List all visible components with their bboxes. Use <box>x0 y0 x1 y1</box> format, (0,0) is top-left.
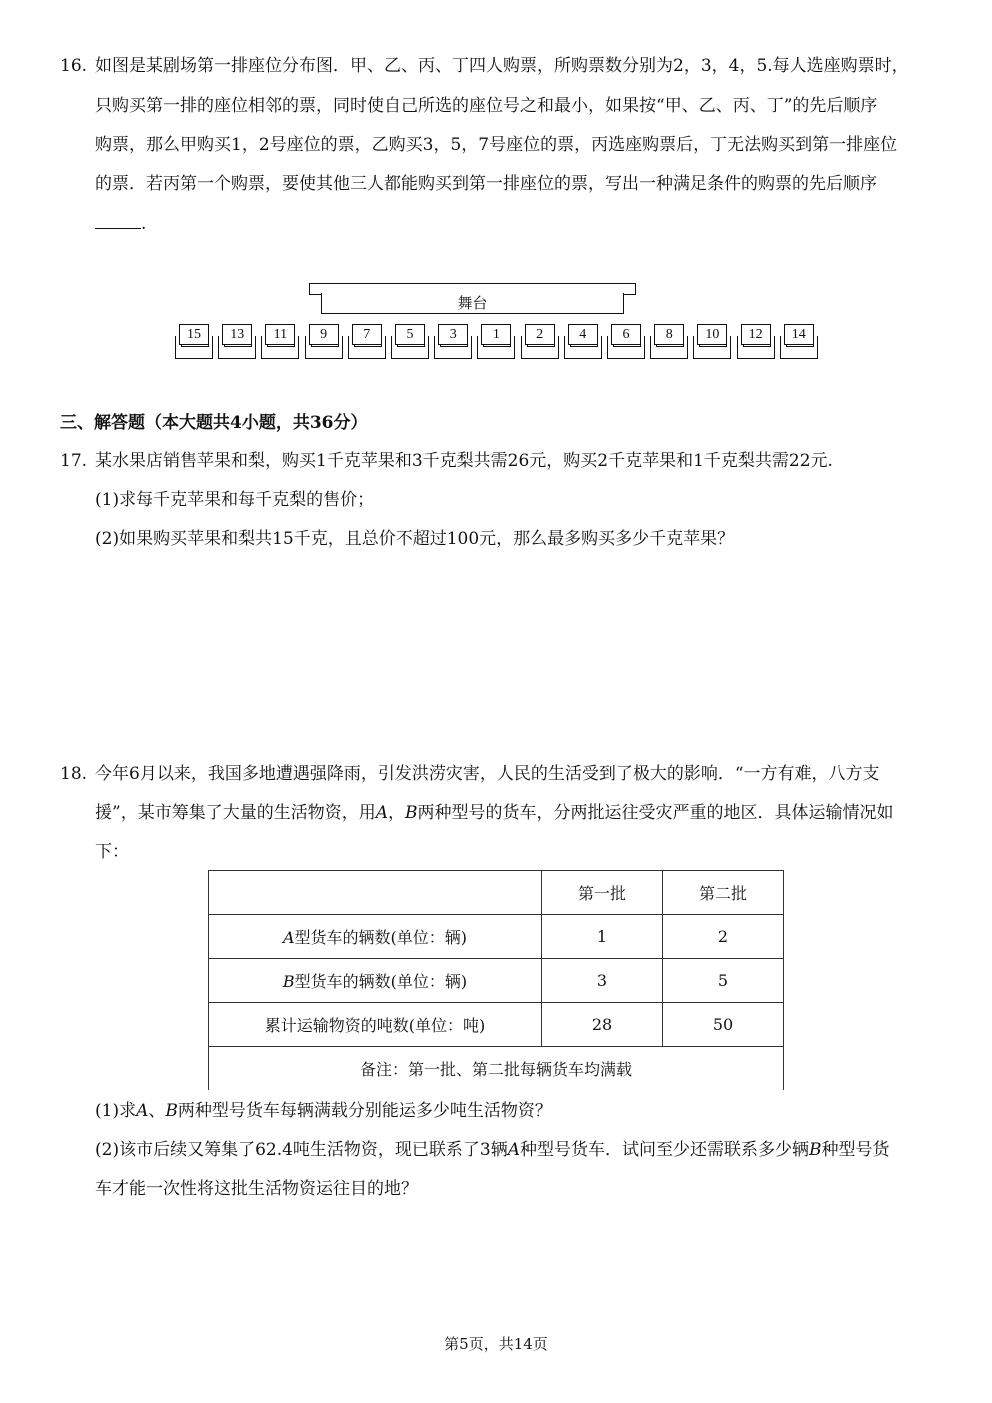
table-row <box>209 915 784 959</box>
q18-part-1 <box>95 1099 552 1123</box>
table-header-row <box>209 871 784 915</box>
q16-line-2: 只购买第一排的座位相邻的票，同时使自己所选的座位号之和最小，如果按“甲、乙、丙、丁”的先后顺序 <box>95 96 878 116</box>
table-cell: 28 <box>542 1003 663 1047</box>
label-text: 累计运输物资的吨数(单位：吨) <box>264 1016 486 1035</box>
seat-number: 2 <box>525 324 555 345</box>
seat-4 <box>564 324 600 358</box>
var-b: B <box>809 1140 822 1160</box>
seat-1 <box>477 324 513 358</box>
q16-end: . <box>141 214 147 234</box>
table-note: 备注：第一批、第二批每辆货车均满载 <box>209 1047 784 1091</box>
seat-number: 8 <box>654 324 684 345</box>
seat-number: 4 <box>568 324 598 345</box>
seat-number: 13 <box>222 324 252 345</box>
label-text: 型货车的辆数(单位：辆) <box>294 928 468 947</box>
q18-part-1-e: 两种型号货车每辆满载分别能运多少吨生活物资？ <box>177 1101 552 1121</box>
seat-number: 12 <box>741 324 771 345</box>
seat-number: 1 <box>481 324 511 345</box>
table-note-row <box>209 1047 784 1091</box>
q18-line-3: 下： <box>95 842 129 862</box>
q17-number: 17. <box>60 451 88 471</box>
var-b: B <box>404 803 418 823</box>
var-b: B <box>165 1101 178 1121</box>
seat-number: 11 <box>265 324 295 345</box>
transport-table <box>208 870 784 1090</box>
seat-5 <box>391 324 427 358</box>
table-cell: 5 <box>663 959 784 1003</box>
var-a: A <box>507 1140 521 1160</box>
q18-part-2-a: (2)该市后续又筹集了62.4吨生活物资，现已联系了3辆 <box>95 1140 508 1160</box>
seat-11 <box>261 324 297 358</box>
table-cell: 50 <box>663 1003 784 1047</box>
q16-line-3: 购票，那么甲购买1，2号座位的票，乙购买3，5，7号座位的票，丙选座购票后，丁无法购买到第一排座位 <box>95 135 898 155</box>
seat-8 <box>650 324 686 358</box>
q17-part-2: (2)如果购买苹果和梨共15千克，且总价不超过100元，那么最多购买多少千克苹果？ <box>95 529 735 549</box>
section-title: 三、解答题（本大题共4小题，共36分） <box>60 413 368 433</box>
q18-line-2-a: 援”，某市筹集了大量的生活物资，用 <box>95 803 376 823</box>
seat-2 <box>521 324 557 358</box>
q18-line-2-e: 两种型号的货车，分两批运往受灾严重的地区．具体运输情况如 <box>417 803 894 823</box>
seat-number: 15 <box>179 324 209 345</box>
table-cell: 1 <box>542 915 663 959</box>
q18-part-2-c: 种型号货车．试问至少还需联系多少辆 <box>520 1140 810 1160</box>
q18-part-2-e: 种型号货 <box>821 1140 890 1160</box>
q18-line-2 <box>95 801 893 825</box>
seat-7 <box>348 324 384 358</box>
table-row <box>209 1003 784 1047</box>
seat-number: 5 <box>395 324 425 345</box>
table-row-label <box>209 1003 542 1047</box>
q16-number: 16. <box>60 56 88 76</box>
q18-line-2-sep: ， <box>387 803 405 823</box>
var-b: B <box>282 972 295 991</box>
page-footer: 第5页，共14页 <box>444 1335 548 1353</box>
seat-6 <box>607 324 643 358</box>
seat-number: 14 <box>784 324 814 345</box>
label-text: 型货车的辆数(单位：辆) <box>294 972 468 991</box>
q18-part-2 <box>95 1138 890 1162</box>
table-header-empty <box>209 871 542 915</box>
seat-13 <box>218 324 254 358</box>
q16-line-1: 如图是某剧场第一排座位分布图．甲、乙、丙、丁四人购票，所购票数分别为2，3，4，5.每人选座购票时， <box>95 56 909 76</box>
q18-part-2-cont: 车才能一次性将这批生活物资运往目的地？ <box>95 1179 418 1199</box>
table-header-batch-2: 第二批 <box>663 871 784 915</box>
q18-part-1-sep: 、 <box>148 1101 166 1121</box>
stage-label: 舞台 <box>457 294 488 312</box>
seat-number: 7 <box>352 324 382 345</box>
q16-line-4: 的票．若丙第一个购票，要使其他三人都能购买到第一排座位的票，写出一种满足条件的购票的先后顺序 <box>95 174 877 194</box>
table-cell: 2 <box>663 915 784 959</box>
q17-stem: 某水果店销售苹果和梨，购买1千克苹果和3千克梨共需26元，购买2千克苹果和1千克梨共需22元. <box>95 451 833 471</box>
answer-blank <box>95 212 141 229</box>
q17-part-1: (1)求每千克苹果和每千克梨的售价； <box>95 490 375 510</box>
table-row-label <box>209 959 542 1003</box>
seat-12 <box>737 324 773 358</box>
q18-part-1-a: (1)求 <box>95 1101 137 1121</box>
q18-number: 18. <box>60 764 88 784</box>
q18-line-1: 今年6月以来，我国多地遭遇强降雨，引发洪涝灾害，人民的生活受到了极大的影响．“一方有难，八方支 <box>95 764 880 784</box>
var-a: A <box>136 1101 149 1121</box>
seat-10 <box>693 324 729 358</box>
table-row-label <box>209 915 542 959</box>
seat-9 <box>305 324 341 358</box>
seat-number: 10 <box>697 324 727 345</box>
table-row <box>209 959 784 1003</box>
seat-number: 9 <box>309 324 339 345</box>
seat-3 <box>434 324 470 358</box>
table-header-batch-1: 第一批 <box>542 871 663 915</box>
seat-15 <box>175 324 211 358</box>
q16-answer-line <box>95 212 146 236</box>
stage <box>321 293 624 314</box>
var-a: A <box>282 928 295 947</box>
seat-number: 3 <box>438 324 468 345</box>
seat-14 <box>780 324 816 358</box>
seat-number: 6 <box>611 324 641 345</box>
var-a: A <box>375 803 388 823</box>
table-cell: 3 <box>542 959 663 1003</box>
